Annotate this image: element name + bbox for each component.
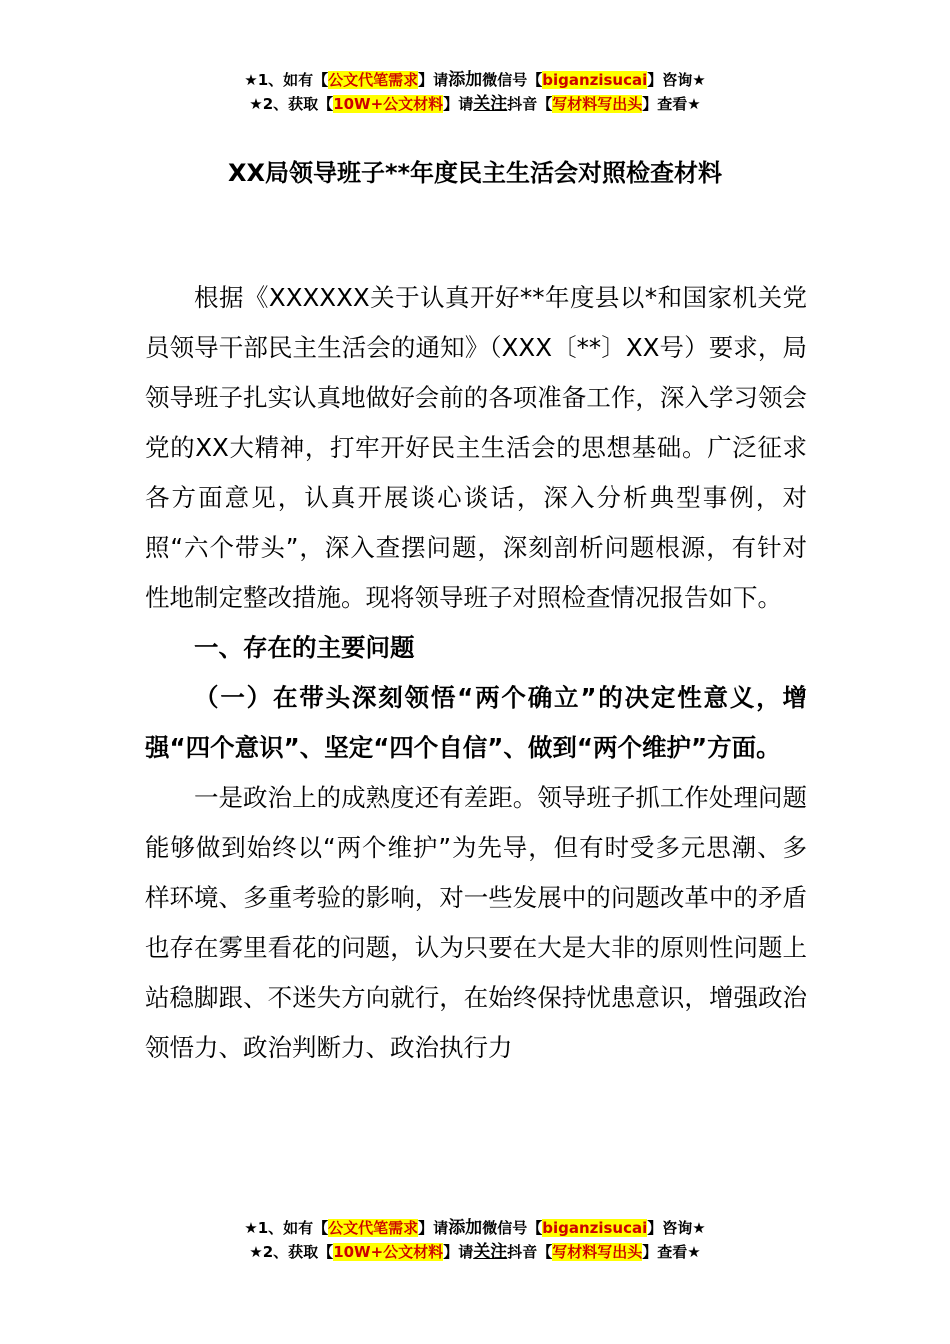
promo-emphasis: 关注 bbox=[473, 94, 508, 114]
promo-highlight: 10W+公文材料 bbox=[333, 95, 444, 113]
promo-text: 】咨询★ bbox=[647, 1219, 706, 1237]
promo-highlight: 公文代笔需求 bbox=[328, 1219, 419, 1237]
promo-text: 】请 bbox=[443, 1243, 474, 1261]
body-paragraph: 一是政治上的成熟度还有差距。领导班子抓工作处理问题能够做到始终以“两个维护”为先导，但有时受多元思潮、多样环境、多重考验的影响，对一些发展中的问题改革中的矛盾也存在雾里看花的问题，认为只要在大是大非的原则性问题上站稳脚跟、不迷失方向就行，在始终保持忧患意识，增强政治领悟力、政治判断力、政治执行力 bbox=[145, 783, 807, 1062]
promo-banner-top bbox=[0, 68, 950, 116]
promo-text: ★2、获取【 bbox=[249, 95, 334, 113]
promo-highlight: 公文代笔需求 bbox=[328, 71, 419, 89]
promo-line-1 bbox=[0, 1216, 950, 1240]
promo-text: 】查看★ bbox=[642, 95, 701, 113]
document-body bbox=[145, 273, 807, 1073]
promo-douyin-id: 写材料写出头 bbox=[552, 1243, 643, 1261]
promo-highlight: 10W+公文材料 bbox=[333, 1243, 444, 1261]
promo-text: 】请 bbox=[418, 71, 449, 89]
promo-emphasis: 添加 bbox=[448, 70, 483, 90]
promo-line-2 bbox=[0, 1240, 950, 1264]
section-heading: 一、存在的主要问题 bbox=[194, 633, 415, 662]
promo-emphasis: 添加 bbox=[448, 1218, 483, 1238]
promo-text: 微信号【 bbox=[482, 71, 543, 89]
promo-text: 抖音【 bbox=[507, 95, 553, 113]
promo-douyin-id: 写材料写出头 bbox=[552, 95, 643, 113]
promo-text: ★2、获取【 bbox=[249, 1243, 334, 1261]
promo-line-1 bbox=[0, 68, 950, 92]
promo-text: 微信号【 bbox=[482, 1219, 543, 1237]
promo-text: 】咨询★ bbox=[647, 71, 706, 89]
promo-banner-bottom bbox=[0, 1216, 950, 1264]
promo-wechat-id: biganzisucai bbox=[542, 71, 648, 89]
promo-text: ★1、如有【 bbox=[244, 71, 329, 89]
document-title: XX局领导班子**年度民主生活会对照检查材料 bbox=[227, 159, 723, 187]
promo-text: 】请 bbox=[418, 1219, 449, 1237]
promo-text: 】请 bbox=[443, 95, 474, 113]
subsection-heading: （一）在带头深刻领悟“两个确立”的决定性意义，增强“四个意识”、坚定“四个自信”、做到“两个维护”方面。 bbox=[145, 683, 807, 762]
promo-wechat-id: biganzisucai bbox=[542, 1219, 648, 1237]
promo-text: ★1、如有【 bbox=[244, 1219, 329, 1237]
promo-line-2 bbox=[0, 92, 950, 116]
promo-text: 抖音【 bbox=[507, 1243, 553, 1261]
intro-paragraph: 根据《XXXXXX关于认真开好**年度县以*和国家机关党员领导干部民主生活会的通知》（XXX〔**〕XX号）要求，局领导班子扎实认真地做好会前的各项准备工作，深入学习领会党的XX大精神，打牢开好民主生活会的思想基础。广泛征求各方面意见，认真开展谈心谈话，深入分析典型事例，对照“六个带头”，深入查摆问题，深刻剖析问题根源，有针对性地制定整改措施。现将领导班子对照检查情况报告如下。 bbox=[145, 283, 807, 612]
promo-emphasis: 关注 bbox=[473, 1242, 508, 1262]
promo-text: 】查看★ bbox=[642, 1243, 701, 1261]
